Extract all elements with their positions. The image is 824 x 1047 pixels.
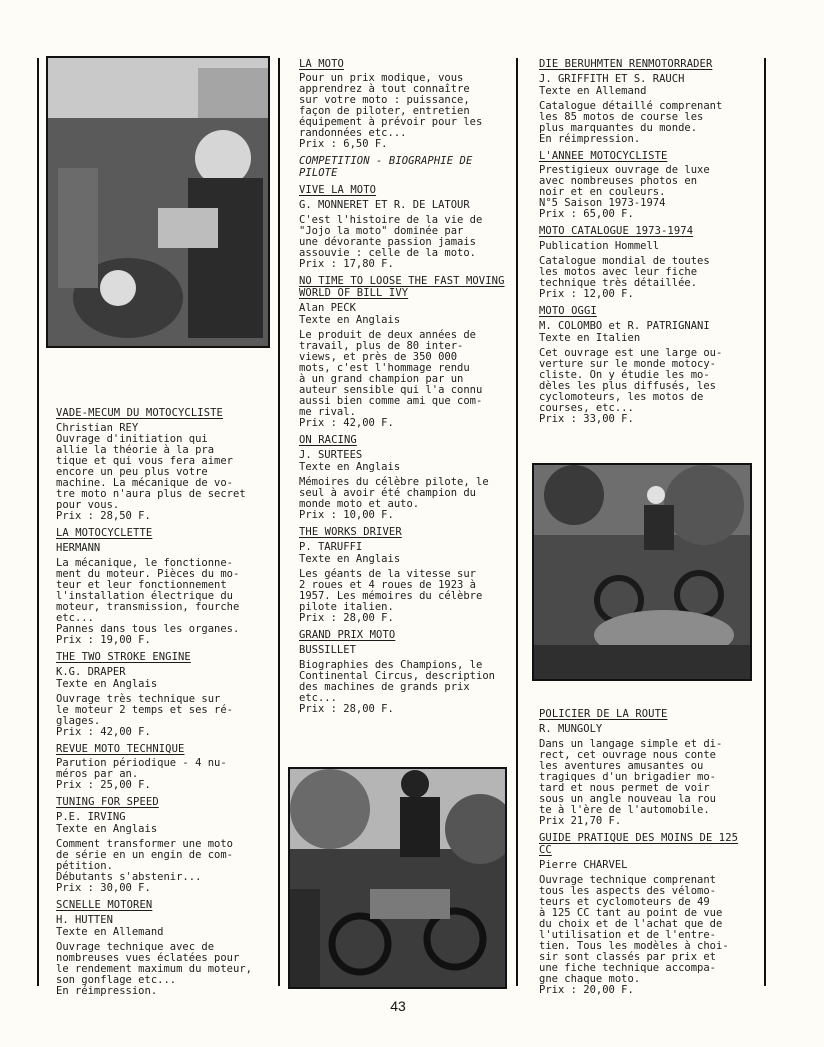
book-language: Texte en Anglais <box>299 314 401 326</box>
book-entry <box>539 708 751 827</box>
book-description: Les géants de la vitesse sur 2 roues et 4 roues de 1923 à 1957. Les mémoires du célèbre pilote italien. <box>299 568 483 613</box>
book-language: Texte en Anglais <box>56 678 158 690</box>
book-description: Biographies des Champions, le Continental Circus, description des machines de grands prix etc... <box>299 659 495 704</box>
book-price: Prix : 17,80 F. <box>299 258 394 270</box>
book-title: LA MOTO <box>299 58 344 70</box>
book-entry <box>56 407 268 522</box>
column-rule-middle-left <box>278 58 280 986</box>
book-price: Prix : 6,50 F. <box>299 138 388 150</box>
book-description: Comment transformer une moto de série en un engin de com- pétition. Débutants s'abstenir... <box>56 838 234 883</box>
book-price: Prix : 42,00 F. <box>56 726 151 738</box>
book-entry <box>539 832 751 996</box>
book-description: Catalogue détaillé comprenant les 85 motos de course les plus marquantes du monde. En réimpression. <box>539 100 723 145</box>
book-title: DIE BERUHMTEN RENMOTORRADER <box>539 58 713 70</box>
book-author: P. TARUFFI <box>299 541 363 553</box>
column-3-top <box>539 58 751 430</box>
book-title: VIVE LA MOTO <box>299 184 377 196</box>
book-description: Ouvrage technique avec de nombreuses vues éclatées pour le rendement maximum du moteur, son gonflage etc... En réimpression. <box>56 941 252 997</box>
book-price: Prix : 19,00 F. <box>56 634 151 646</box>
book-entry <box>539 305 751 425</box>
book-price: Prix : 65,00 F. <box>539 208 634 220</box>
book-price: Prix : 30,00 F. <box>56 882 151 894</box>
column-1 <box>56 407 268 1002</box>
book-title: REVUE MOTO TECHNIQUE <box>56 743 185 755</box>
book-price: Prix : 28,00 F. <box>299 612 394 624</box>
book-title: ON RACING <box>299 434 357 446</box>
book-description: Ouvrage technique comprenant tous les aspects des vélomo- teurs et cyclomoteurs de 49 à 125 CC tant au point de vue du choix et de l'achat que de l'utilisation et de l'entre- tien. Tous les modèles à choi- sir sont classés par prix et une fiche technique accompa- gne chaque moto. <box>539 874 729 985</box>
book-description: Le produit de deux années de travail, plus de 80 inter- views, et près de 350 000 mots, c'est l'hommage rendu à un grand champion par un auteur sensible qui l'a connu aussi bien comme ami que com- me rival. <box>299 329 483 418</box>
book-author: J. SURTEES <box>299 449 363 461</box>
column-2 <box>299 58 509 720</box>
book-title: THE TWO STROKE ENGINE <box>56 651 191 663</box>
book-entry <box>56 527 268 646</box>
book-author: Alan PECK <box>299 302 356 314</box>
book-title: LA MOTOCYCLETTE <box>56 527 153 539</box>
book-price: Prix : 28,50 F. <box>56 510 151 522</box>
book-author: Pierre CHARVEL <box>539 859 628 871</box>
book-entry <box>539 150 751 220</box>
book-author: J. GRIFFITH ET S. RAUCH <box>539 73 685 85</box>
book-price: Prix 21,70 F. <box>539 815 622 827</box>
book-title: MOTO CATALOGUE 1973-1974 <box>539 225 694 237</box>
book-title: THE WORKS DRIVER <box>299 526 402 538</box>
column-rule-left <box>37 58 39 986</box>
book-language: Texte en Anglais <box>299 461 401 473</box>
book-title: GUIDE PRATIQUE DES MOINS DE 125 CC <box>539 832 739 856</box>
book-author: Christian REY <box>56 422 139 434</box>
book-price: Prix : 33,00 F. <box>539 413 634 425</box>
book-description: Catalogue mondial de toutes les motos avec leur fiche technique très détaillée. <box>539 255 710 289</box>
book-price: Prix : 20,00 F. <box>539 984 634 996</box>
book-language: Texte en Anglais <box>299 553 401 565</box>
book-price: Prix : 10,00 F. <box>299 509 394 521</box>
book-title: GRAND PRIX MOTO <box>299 629 396 641</box>
book-author: P.E. IRVING <box>56 811 126 823</box>
book-entry <box>299 526 509 624</box>
section-title: COMPETITION - BIOGRAPHIE DE PILOTE <box>299 155 473 179</box>
book-author: BUSSILLET <box>299 644 356 656</box>
book-author: R. MUNGOLY <box>539 723 603 735</box>
page-number: 43 <box>390 998 406 1014</box>
book-title: VADE-MECUM DU MOTOCYCLISTE <box>56 407 223 419</box>
book-price: Prix : 28,00 F. <box>299 703 394 715</box>
book-entry <box>299 275 509 429</box>
book-title: L'ANNEE MOTOCYCLISTE <box>539 150 668 162</box>
book-author: G. MONNERET ET R. DE LATOUR <box>299 199 470 211</box>
column-3-bottom <box>539 708 751 1001</box>
book-entry <box>56 899 268 997</box>
book-entry <box>299 58 509 150</box>
book-description: Cet ouvrage est une large ou- verture sur le monde motocy- cliste. On y étudie les mo- dèles les plus diffusés, les cyclomoteurs, les motos de courses, etc... <box>539 347 723 414</box>
book-price: Prix : 42,00 F. <box>299 417 394 429</box>
book-title: SCNELLE MOTOREN <box>56 899 153 911</box>
photo-rider-in-water <box>532 463 752 681</box>
book-author: Publication Hommell <box>539 240 660 252</box>
book-language: Texte en Anglais <box>56 823 158 835</box>
book-description: Mémoires du célèbre pilote, le seul à avoir été champion du monde moto et auto. <box>299 476 489 510</box>
book-description: Parution périodique - 4 nu- méros par an. <box>56 757 227 780</box>
photo-rider-with-helmet <box>46 56 270 348</box>
book-description: Ouvrage très technique sur le moteur 2 temps et ses ré- glages. <box>56 693 234 727</box>
book-language: Texte en Italien <box>539 332 641 344</box>
book-author: M. COLOMBO et R. PATRIGNANI <box>539 320 710 332</box>
book-entry <box>56 796 268 894</box>
book-entry <box>299 184 509 270</box>
book-author: K.G. DRAPER <box>56 666 126 678</box>
book-title: NO TIME TO LOOSE THE FAST MOVING WORLD OF BILL IVY <box>299 275 505 299</box>
book-author: H. HUTTEN <box>56 914 113 926</box>
book-description: La mécanique, le fonctionne- ment du moteur. Pièces du mo- teur et leur fonctionnement l'installation électrique du moteur, transmission, fourche etc... Pannes dans tous les organes. <box>56 557 240 635</box>
book-entry <box>539 225 751 300</box>
book-description: Ouvrage d'initiation qui allie la théorie à la pra tique et qui vous fera aimer encore un peu plus votre machine. La mécanique de vo- tre moto n'aura plus de secret pour vous. <box>56 433 246 511</box>
section-heading <box>299 155 509 179</box>
book-price: Prix : 12,00 F. <box>539 288 634 300</box>
book-author: HERMANN <box>56 542 101 554</box>
book-entry <box>56 651 268 738</box>
book-title: TUNING FOR SPEED <box>56 796 159 808</box>
column-rule-right <box>764 58 766 986</box>
book-description: Pour un prix modique, vous apprendrez à tout connaître sur votre moto : puissance, façon de piloter, entretien équipement à prévoir pour les randonnées etc... <box>299 72 483 139</box>
book-title: MOTO OGGI <box>539 305 597 317</box>
book-language: Texte en Allemand <box>56 926 164 938</box>
book-description: Prestigieux ouvrage de luxe avec nombreuses photos en noir et en couleurs. N°5 Saison 1973-1974 <box>539 164 710 209</box>
book-price: Prix : 25,00 F. <box>56 779 151 791</box>
book-description: C'est l'histoire de la vie de "Jojo la moto" dominée par une dévorante passion jamais assouvie : celle de la moto. <box>299 214 483 259</box>
book-entry <box>299 434 509 521</box>
book-language: Texte en Allemand <box>539 85 647 97</box>
book-entry <box>56 743 268 791</box>
book-title: POLICIER DE LA ROUTE <box>539 708 668 720</box>
book-entry <box>299 629 509 715</box>
column-rule-middle-right <box>516 58 518 986</box>
book-entry <box>539 58 751 145</box>
book-description: Dans un langage simple et di- rect, cet ouvrage nous conte les aventures amusantes ou tragiques d'un brigadier mo- tard et nous permet de voir sous un angle nouveau la rou te à l'ère de l'automobile. <box>539 738 723 816</box>
photo-rider-jumping <box>288 767 507 989</box>
